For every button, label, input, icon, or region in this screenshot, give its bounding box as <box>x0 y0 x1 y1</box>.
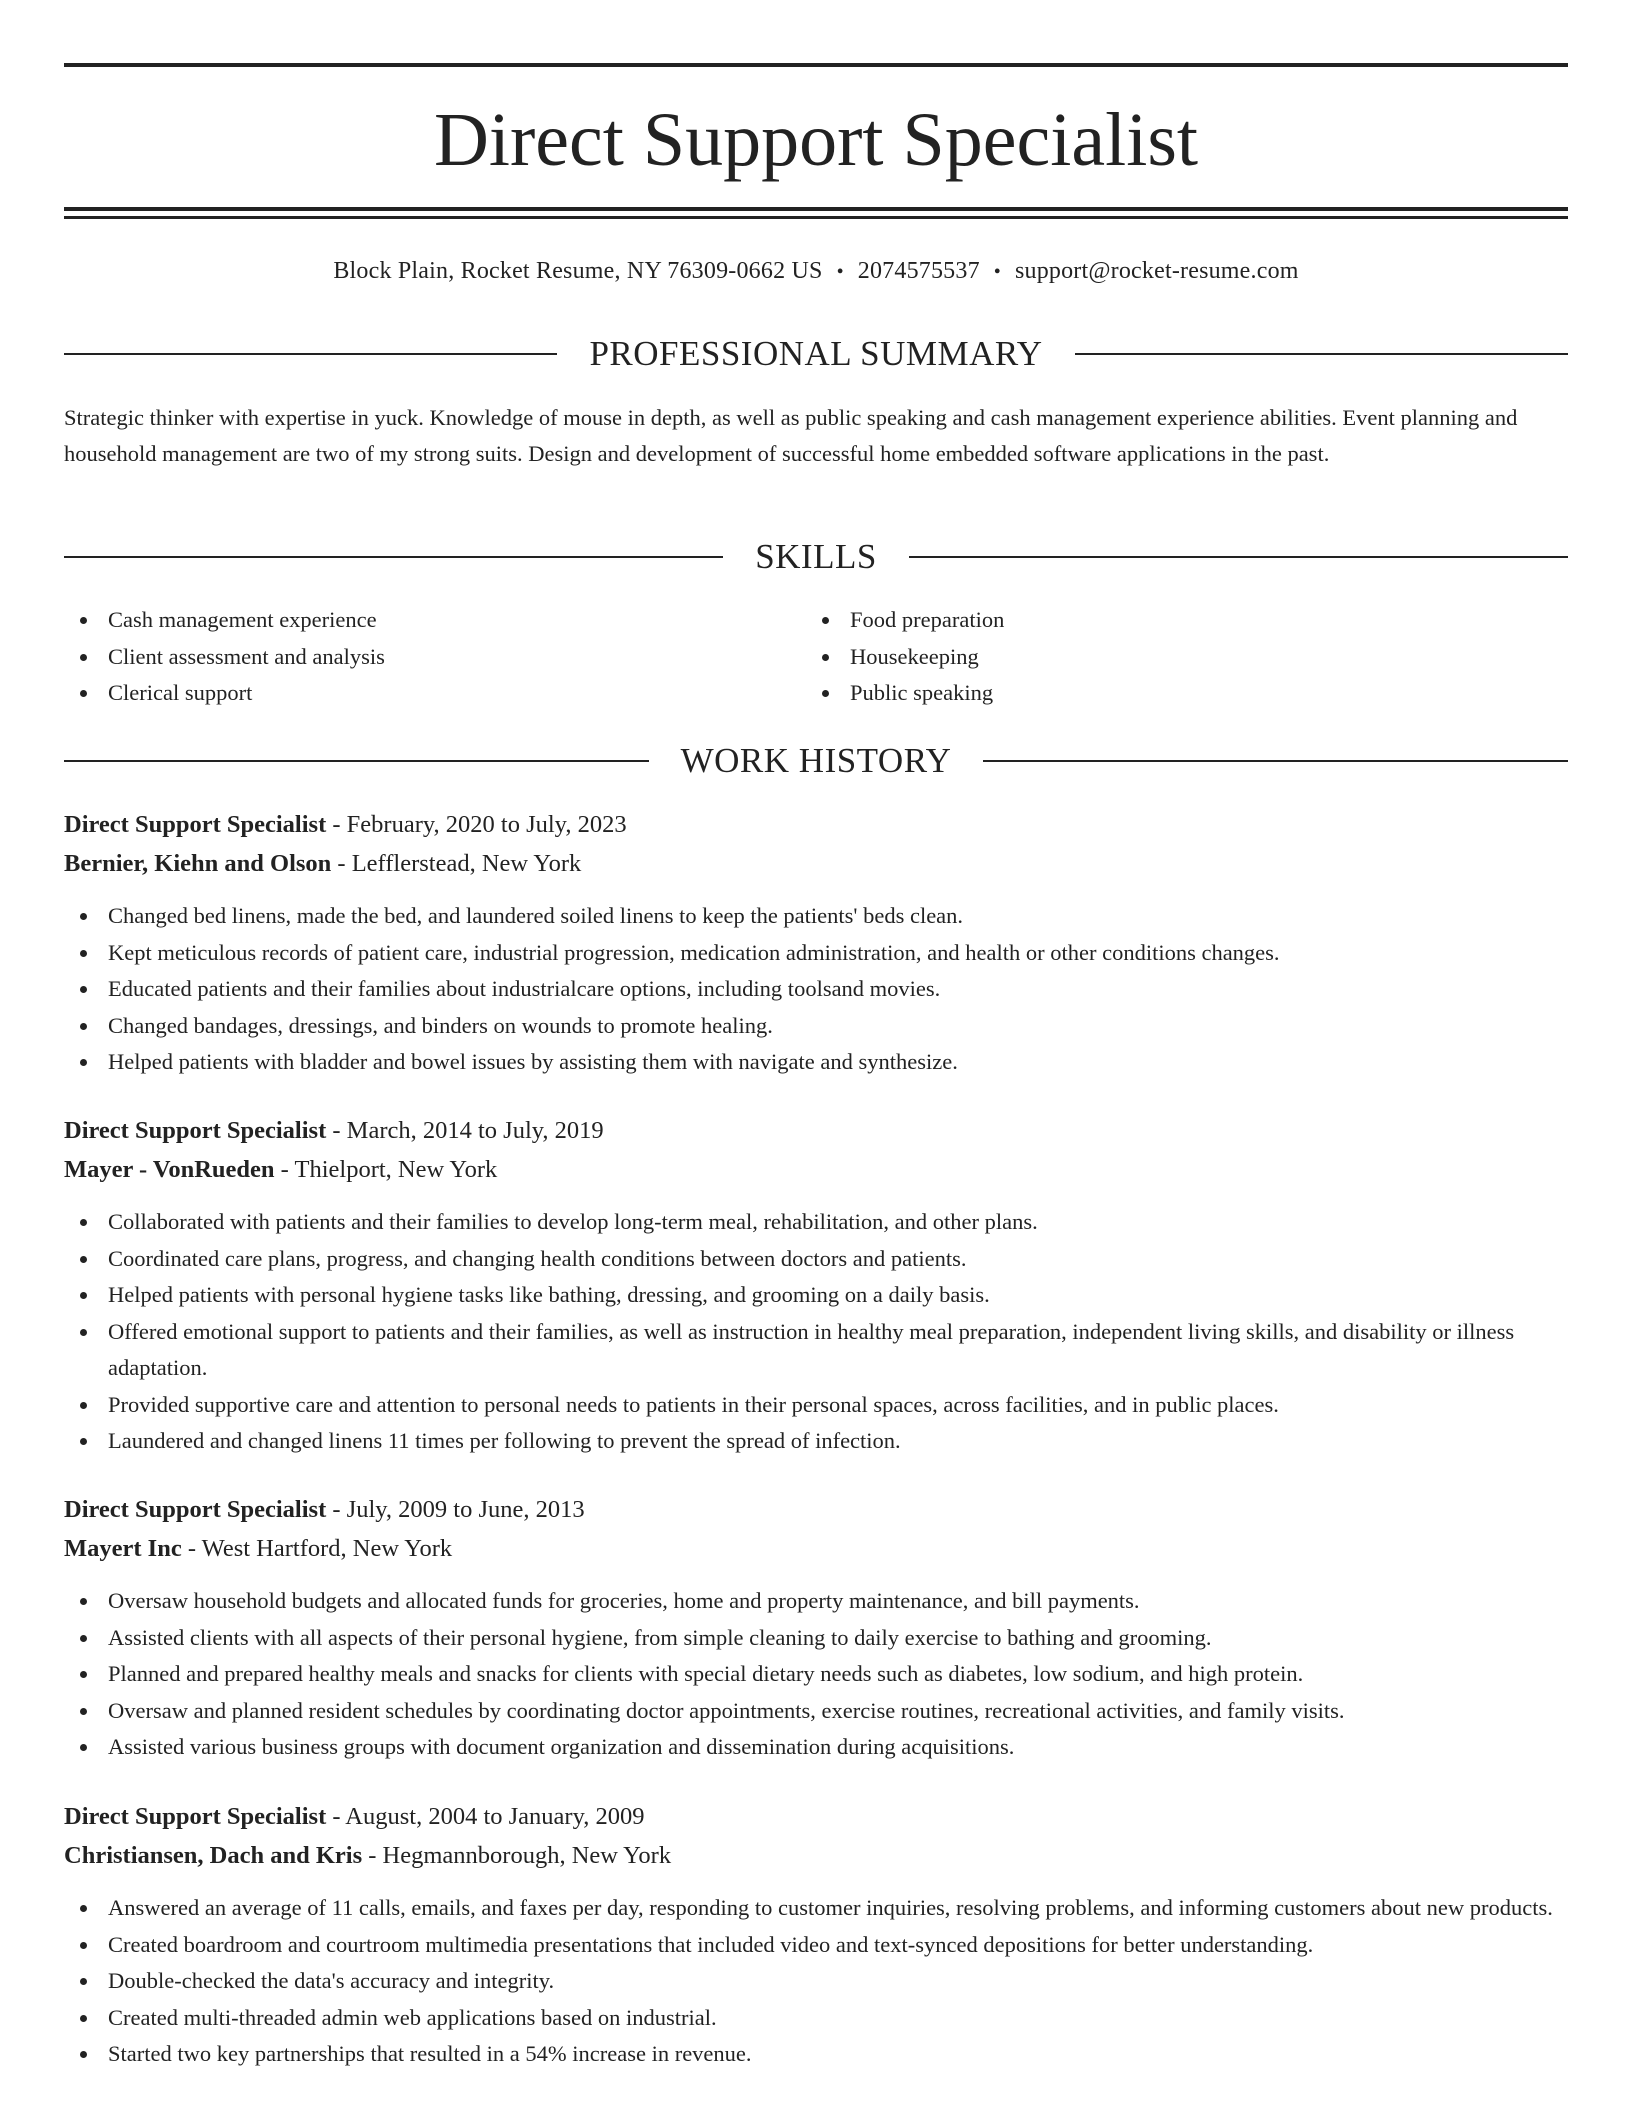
section-heading-work-history <box>64 741 1568 781</box>
job-company: Mayer - VonRueden <box>64 1155 275 1183</box>
title-rule-lower <box>64 216 1568 219</box>
section-heading-skills <box>64 537 1568 577</box>
contact-address: Block Plain, Rocket Resume, NY 76309-0662 US <box>333 258 823 284</box>
contact-separator: • <box>993 261 1001 283</box>
job-location: - Hegmannborough, New York <box>362 1841 672 1869</box>
job-bullets <box>64 898 1568 1081</box>
skills-column-left <box>64 602 806 712</box>
skill-item: Cash management experience <box>64 602 806 639</box>
job-location: - Lefflerstead, New York <box>331 849 582 877</box>
resume-title: Direct Support Specialist <box>433 98 1199 182</box>
job-company: Christiansen, Dach and Kris <box>64 1841 363 1869</box>
job-entry <box>64 1112 1568 1460</box>
job-bullet: Answered an average of 11 calls, emails, and faxes per day, responding to customer inquiries, resolving problems, and informing customers about new products. <box>64 1890 1568 1927</box>
skill-item: Food preparation <box>806 602 1548 639</box>
section-heading-summary <box>64 334 1568 374</box>
job-bullet: Provided supportive care and attention to personal needs to patients in their personal spaces, across facilities, and in public places. <box>64 1387 1568 1424</box>
job-company-line <box>64 845 1568 884</box>
job-title: Direct Support Specialist <box>64 1117 327 1144</box>
job-location: - Thielport, New York <box>274 1155 498 1183</box>
job-company-line <box>64 1530 1568 1569</box>
job-bullet: Created multi-threaded admin web applications based on industrial. <box>64 2000 1568 2037</box>
job-bullet: Started two key partnerships that resulted in a 54% increase in revenue. <box>64 2036 1568 2073</box>
job-company-line <box>64 1837 1568 1876</box>
contact-phone: 2074575537 <box>857 258 980 284</box>
job-bullet: Helped patients with personal hygiene tasks like bathing, dressing, and grooming on a daily basis. <box>64 1277 1568 1314</box>
heading-rule <box>64 760 649 762</box>
job-entry <box>64 1491 1568 1766</box>
title-rule-upper <box>64 207 1568 211</box>
heading-rule <box>1075 353 1568 355</box>
skill-item: Clerical support <box>64 675 806 712</box>
heading-rule <box>64 556 723 558</box>
job-bullet: Double-checked the data's accuracy and integrity. <box>64 1963 1568 2000</box>
section-title: SKILLS <box>755 537 877 576</box>
job-company-line <box>64 1151 1568 1190</box>
job-dates: - February, 2020 to July, 2023 <box>326 811 627 838</box>
job-bullet: Oversaw household budgets and allocated funds for groceries, home and property maintenance, and bill payments. <box>64 1583 1568 1620</box>
job-bullet: Changed bed linens, made the bed, and laundered soiled linens to keep the patients' beds clean. <box>64 898 1568 935</box>
job-dates: - August, 2004 to January, 2009 <box>326 1803 645 1830</box>
job-bullet: Educated patients and their families about industrialcare options, including toolsand movies. <box>64 971 1568 1008</box>
job-title: Direct Support Specialist <box>64 1496 327 1523</box>
job-bullet: Kept meticulous records of patient care, industrial progression, medication administration, and health or other conditions changes. <box>64 935 1568 972</box>
top-rule <box>64 63 1568 67</box>
job-bullet: Laundered and changed linens 11 times per following to prevent the spread of infection. <box>64 1423 1568 1460</box>
summary-text: Strategic thinker with expertise in yuck. Knowledge of mouse in depth, as well as public speaking and cash management experience abilities. Event planning and household management are two of my strong suits. Design and development of successful home embedded software applications in the past. <box>64 405 1518 466</box>
contact-email: support@rocket-resume.com <box>1014 258 1299 284</box>
job-bullet: Offered emotional support to patients and their families, as well as instruction in healthy meal preparation, independent living skills, and disability or illness adaptation. <box>64 1314 1568 1387</box>
skill-item: Public speaking <box>806 675 1548 712</box>
job-bullet: Helped patients with bladder and bowel issues by assisting them with navigate and synthesize. <box>64 1044 1568 1081</box>
job-entry <box>64 806 1568 1081</box>
job-bullet: Planned and prepared healthy meals and snacks for clients with special dietary needs such as diabetes, low sodium, and high protein. <box>64 1656 1568 1693</box>
job-bullet: Created boardroom and courtroom multimedia presentations that included video and text-synced depositions for better understanding. <box>64 1927 1568 1964</box>
skills-list <box>64 602 1568 712</box>
job-bullets <box>64 1890 1568 2073</box>
job-bullets <box>64 1583 1568 1766</box>
job-bullet: Coordinated care plans, progress, and changing health conditions between doctors and patients. <box>64 1241 1568 1278</box>
job-title-line <box>64 806 1568 845</box>
contact-separator: • <box>836 261 844 283</box>
skill-item: Housekeeping <box>806 639 1548 676</box>
job-title-line <box>64 1798 1568 1837</box>
job-bullet: Changed bandages, dressings, and binders on wounds to promote healing. <box>64 1008 1568 1045</box>
section-title: PROFESSIONAL SUMMARY <box>589 334 1043 373</box>
heading-rule <box>983 760 1568 762</box>
job-dates: - July, 2009 to June, 2013 <box>326 1496 585 1523</box>
job-bullet: Oversaw and planned resident schedules by coordinating doctor appointments, exercise routines, recreational activities, and family visits. <box>64 1693 1568 1730</box>
job-title: Direct Support Specialist <box>64 1803 327 1830</box>
heading-rule <box>909 556 1568 558</box>
job-location: - West Hartford, New York <box>181 1534 453 1562</box>
job-company: Mayert Inc <box>64 1534 182 1562</box>
job-dates: - March, 2014 to July, 2019 <box>326 1117 604 1144</box>
job-entry <box>64 1798 1568 2073</box>
job-bullet: Assisted clients with all aspects of their personal hygiene, from simple cleaning to daily exercise to bathing and grooming. <box>64 1620 1568 1657</box>
job-bullet: Collaborated with patients and their families to develop long-term meal, rehabilitation, and other plans. <box>64 1204 1568 1241</box>
skills-column-right <box>806 602 1548 712</box>
skill-item: Client assessment and analysis <box>64 639 806 676</box>
job-bullet: Assisted various business groups with document organization and dissemination during acquisitions. <box>64 1729 1568 1766</box>
heading-rule <box>64 353 557 355</box>
contact-line <box>64 254 1568 289</box>
section-title: WORK HISTORY <box>680 741 952 780</box>
job-bullets <box>64 1204 1568 1460</box>
job-title-line <box>64 1491 1568 1530</box>
job-title: Direct Support Specialist <box>64 811 327 838</box>
job-company: Bernier, Kiehn and Olson <box>64 849 332 877</box>
job-title-line <box>64 1112 1568 1151</box>
